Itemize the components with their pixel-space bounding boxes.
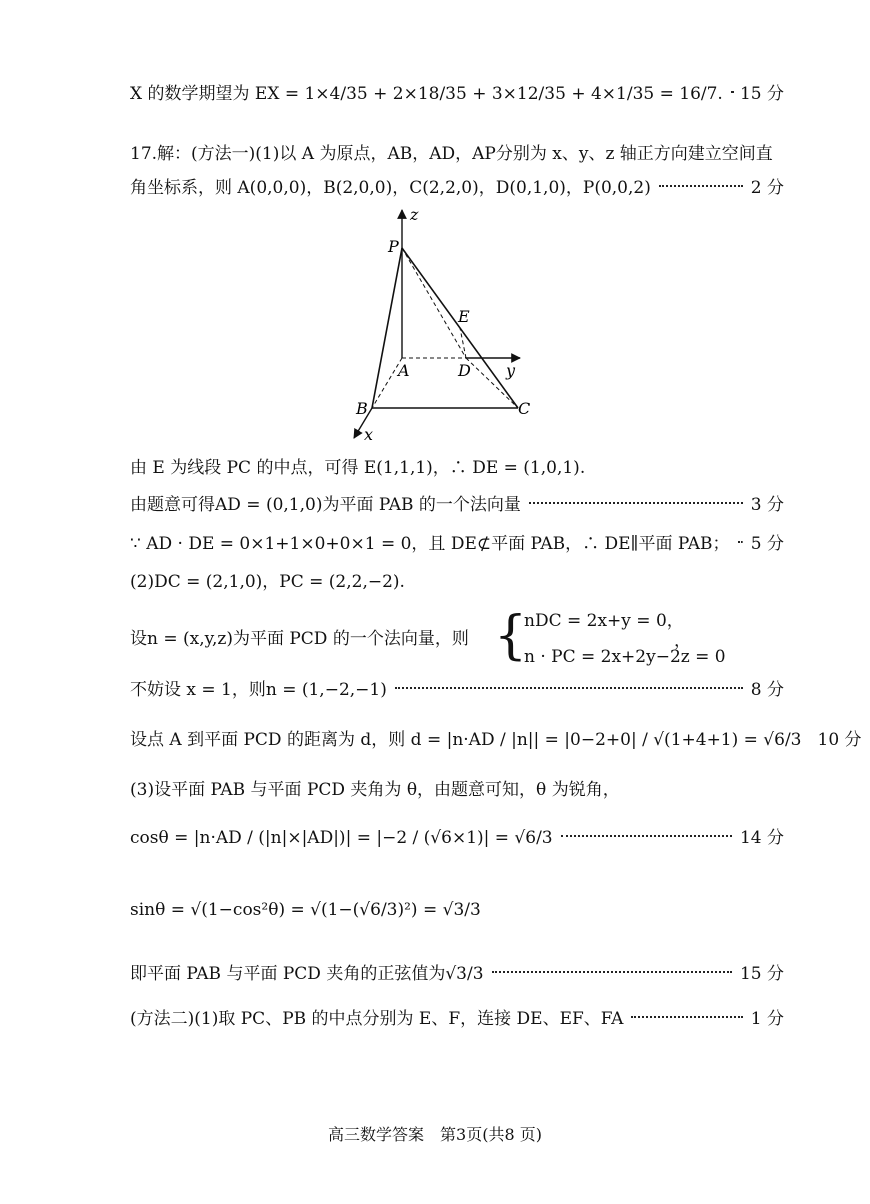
equation-2: n · PC = 2x+2y−2z = 0: [524, 647, 726, 667]
dot-leader: [659, 185, 743, 187]
normal-vector-line: [130, 493, 784, 517]
equation-1: nDC = 2x+y = 0，: [524, 611, 684, 631]
score: 15 分: [739, 964, 784, 984]
page-footer: 高三数学答案 第3页(共8 页): [328, 1125, 542, 1144]
sine-line: [130, 898, 784, 922]
edge-PC: [402, 248, 518, 408]
conclusion-text: 即平面 PAB 与平面 PCD 夹角的正弦值为√3/3: [130, 964, 484, 984]
label-x: x: [364, 425, 374, 444]
dot-leader: [731, 91, 732, 93]
dot-leader: [631, 1016, 742, 1018]
score: 8 分: [750, 680, 784, 700]
dot-leader: [561, 835, 732, 837]
equation-comma: ，: [674, 631, 691, 651]
sine-text: sinθ = √(1−cos²θ) = √(1−(√6/3)²) = √3/3: [130, 900, 481, 920]
label-E: E: [458, 307, 470, 326]
method-two-line: [130, 1007, 784, 1031]
solution-intro-text: 17.解：(方法一)(1)以 A 为原点，AB，AD，AP分别为 x、y、z 轴正方向建立空间直: [130, 144, 773, 164]
coordinates-text: 角坐标系，则 A(0,0,0)，B(2,0,0)，C(2,2,0)，D(0,1,0)，P(0,0,2): [130, 178, 651, 198]
score: 15 分: [739, 84, 784, 104]
angle-setup-line: [130, 778, 784, 802]
midpoint-text: 由 E 为线段 PC 的中点，可得 E(1,1,1)，∴ DE = (1,0,1).: [130, 458, 586, 478]
score: 10 分: [817, 730, 862, 750]
parallel-proof-line: [130, 532, 784, 556]
score: 14 分: [739, 828, 784, 848]
parallel-proof-text: ∵ AD · DE = 0×1+1×0+0×1 = 0，且 DE⊄平面 PAB，∴ DE∥平面 PAB；: [130, 534, 730, 554]
label-A: A: [398, 361, 410, 380]
left-brace: {: [494, 606, 528, 666]
label-D: D: [458, 361, 471, 380]
score: 5 分: [750, 534, 784, 554]
score: 1 分: [750, 1009, 784, 1029]
coordinates-line: [130, 176, 784, 200]
score: 2 分: [750, 178, 784, 198]
dot-leader: [492, 971, 732, 973]
distance-line: [130, 728, 862, 752]
expectation-text: X 的数学期望为 EX = 1×4/35 + 2×18/35 + 3×12/35 + 4×1/35 = 16/7.: [130, 84, 723, 104]
edge-PD-hidden: [402, 248, 466, 358]
label-P: P: [388, 237, 399, 256]
cosine-line: [130, 826, 784, 850]
expectation-line: [130, 82, 784, 106]
angle-setup-text: (3)设平面 PAB 与平面 PCD 夹角为 θ，由题意可知，θ 为锐角，: [130, 780, 620, 800]
label-y: y: [506, 361, 516, 380]
conclusion-line: [130, 962, 784, 986]
pyramid-figure: [330, 200, 550, 448]
method-two-text: (方法二)(1)取 PC、PB 的中点分别为 E、F，连接 DE、EF、FA: [130, 1009, 624, 1029]
solution-intro: [130, 142, 784, 166]
dot-leader: [395, 687, 743, 689]
edge-PB: [372, 248, 402, 408]
normal-result-line: [130, 678, 784, 702]
distance-text: 设点 A 到平面 PCD 的距离为 d，则 d = |n·AD / |n|| = |0−2+0| / √(1+4+1) = √6/3: [130, 730, 802, 750]
normal-result-text: 不妨设 x = 1，则n = (1,−2,−1): [130, 680, 387, 700]
cosine-text: cosθ = |n·AD / (|n|×|AD|)| = |−2 / (√6×1)| = √6/3: [130, 828, 553, 848]
label-z: z: [410, 205, 419, 224]
midpoint-line: [130, 456, 784, 480]
normal-vector-text: 由题意可得AD = (0,1,0)为平面 PAB 的一个法向量: [130, 495, 521, 515]
dot-leader: [738, 541, 743, 543]
label-B: B: [356, 399, 368, 418]
vectors-line: [130, 570, 784, 594]
normal-setup-text: 设n = (x,y,z)为平面 PCD 的一个法向量，则: [130, 629, 469, 649]
dot-leader: [529, 502, 743, 504]
label-C: C: [518, 399, 531, 418]
vectors-text: (2)DC = (2,1,0)，PC = (2,2,−2).: [130, 572, 405, 592]
score: 3 分: [750, 495, 784, 515]
